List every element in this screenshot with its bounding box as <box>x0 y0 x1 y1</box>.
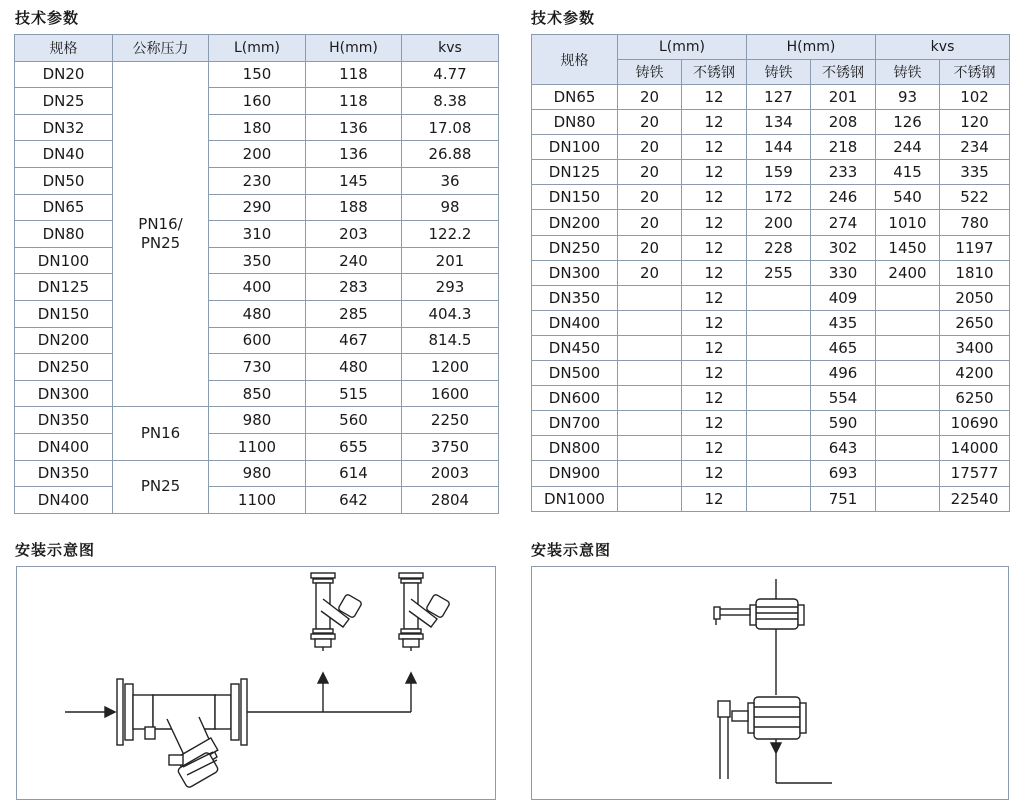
cell-kvs: 201 <box>402 247 499 274</box>
cell-L-stainless: 12 <box>682 285 747 310</box>
cell-kvs-cast-iron: 2400 <box>876 260 940 285</box>
subheader-stainless: 不锈钢 <box>682 60 747 85</box>
cell-H: 560 <box>306 407 402 434</box>
table-row <box>532 135 1010 160</box>
left-spec-table <box>14 34 499 514</box>
cell-L: 980 <box>209 407 306 434</box>
vertical-valve-2 <box>399 573 450 651</box>
cell-H: 642 <box>306 487 402 514</box>
flange-left-outer <box>117 679 123 745</box>
cell-L-cast-iron <box>618 386 682 411</box>
cell-kvs-cast-iron <box>876 310 940 335</box>
cell-kvs-stainless: 1197 <box>940 235 1010 260</box>
cell-kvs-cast-iron <box>876 436 940 461</box>
cell-spec: DN80 <box>15 221 113 248</box>
cell-H-cast-iron: 134 <box>747 110 811 135</box>
cell-L-stainless: 12 <box>682 260 747 285</box>
cell-H-cast-iron: 255 <box>747 260 811 285</box>
right-table-title: 技术参数 <box>531 9 596 27</box>
cell-L-stainless: 12 <box>682 210 747 235</box>
table-row <box>15 274 499 301</box>
vertical-install-drawing <box>532 567 1008 799</box>
cell-L: 310 <box>209 221 306 248</box>
cell-kvs-cast-iron <box>876 486 940 511</box>
table-row <box>15 327 499 354</box>
table-row <box>15 380 499 407</box>
cell-L: 980 <box>209 460 306 487</box>
cell-L-stainless: 12 <box>682 135 747 160</box>
cell-H-cast-iron <box>747 411 811 436</box>
right-install-title: 安装示意图 <box>531 541 612 559</box>
cell-spec: DN200 <box>15 327 113 354</box>
cell-H: 240 <box>306 247 402 274</box>
cell-L: 1100 <box>209 487 306 514</box>
cell-L-stainless: 12 <box>682 160 747 185</box>
table-row <box>532 110 1010 135</box>
table-row <box>532 260 1010 285</box>
cell-kvs-cast-iron <box>876 361 940 386</box>
cell-H: 515 <box>306 380 402 407</box>
cell-L-stainless: 12 <box>682 335 747 360</box>
cell-spec: DN800 <box>532 436 618 461</box>
handwheel-icon <box>718 701 730 717</box>
cell-H-stainless: 233 <box>811 160 876 185</box>
subheader-cast-iron: 铸铁 <box>618 60 682 85</box>
cell-L: 290 <box>209 194 306 221</box>
cell-L-stainless: 12 <box>682 85 747 110</box>
cell-spec: DN200 <box>532 210 618 235</box>
cell-spec: DN400 <box>532 310 618 335</box>
cell-H: 655 <box>306 433 402 460</box>
riser-arrow-icon <box>406 673 416 683</box>
cell-L-stainless: 12 <box>682 235 747 260</box>
cell-kvs: 98 <box>402 194 499 221</box>
cell-kvs-cast-iron: 93 <box>876 85 940 110</box>
cell-L-stainless: 12 <box>682 411 747 436</box>
cell-H-cast-iron <box>747 461 811 486</box>
cell-spec: DN125 <box>532 160 618 185</box>
cell-H-stainless: 208 <box>811 110 876 135</box>
left-install-diagram <box>16 566 496 800</box>
cell-spec: DN350 <box>15 460 113 487</box>
cell-H-stainless: 435 <box>811 310 876 335</box>
valve-stem <box>718 609 750 615</box>
cell-L: 200 <box>209 141 306 168</box>
table-row <box>15 167 499 194</box>
cell-H-stainless: 274 <box>811 210 876 235</box>
cell-H: 467 <box>306 327 402 354</box>
cell-spec: DN32 <box>15 114 113 141</box>
table-header-row <box>15 35 499 62</box>
cell-L-stainless: 12 <box>682 110 747 135</box>
cell-L-cast-iron <box>618 461 682 486</box>
cell-L-cast-iron: 20 <box>618 210 682 235</box>
flange-right-outer <box>241 679 247 745</box>
subheader-cast-iron: 铸铁 <box>747 60 811 85</box>
cell-kvs: 1600 <box>402 380 499 407</box>
cell-spec: DN300 <box>15 380 113 407</box>
cell-spec: DN350 <box>15 407 113 434</box>
table-row <box>15 114 499 141</box>
subheader-cast-iron: 铸铁 <box>876 60 940 85</box>
cell-H: 145 <box>306 167 402 194</box>
table-row <box>532 335 1010 360</box>
cell-H-cast-iron <box>747 361 811 386</box>
cell-L-stainless: 12 <box>682 310 747 335</box>
cell-kvs: 2250 <box>402 407 499 434</box>
table-row <box>532 386 1010 411</box>
cell-kvs: 3750 <box>402 433 499 460</box>
cell-pressure: PN16 <box>113 407 209 460</box>
cell-spec: DN20 <box>15 61 113 88</box>
cell-kvs: 17.08 <box>402 114 499 141</box>
cell-H-cast-iron: 228 <box>747 235 811 260</box>
cell-L-cast-iron: 20 <box>618 160 682 185</box>
table-row <box>532 285 1010 310</box>
header-spec: 规格 <box>15 35 113 62</box>
cell-H-stainless: 590 <box>811 411 876 436</box>
cell-H-stainless: 496 <box>811 361 876 386</box>
cell-kvs-cast-iron: 415 <box>876 160 940 185</box>
cell-L-cast-iron: 20 <box>618 260 682 285</box>
cell-L: 730 <box>209 354 306 381</box>
cell-H-cast-iron: 144 <box>747 135 811 160</box>
subheader-stainless: 不锈钢 <box>940 60 1010 85</box>
cell-spec: DN350 <box>532 285 618 310</box>
table-row <box>532 461 1010 486</box>
header-spec: 规格 <box>532 35 618 85</box>
cell-L-cast-iron <box>618 285 682 310</box>
cell-H-stainless: 465 <box>811 335 876 360</box>
cell-H-stainless: 554 <box>811 386 876 411</box>
cell-L: 150 <box>209 61 306 88</box>
cell-H: 136 <box>306 141 402 168</box>
cell-kvs-stainless: 522 <box>940 185 1010 210</box>
vertical-valve-1 <box>311 573 362 651</box>
cell-kvs-stainless: 335 <box>940 160 1010 185</box>
cell-L: 1100 <box>209 433 306 460</box>
cell-H-stainless: 201 <box>811 85 876 110</box>
table-row <box>532 185 1010 210</box>
cell-L-stainless: 12 <box>682 361 747 386</box>
cell-spec: DN40 <box>15 141 113 168</box>
cell-L-stainless: 12 <box>682 461 747 486</box>
cell-H: 118 <box>306 88 402 115</box>
cell-H-cast-iron: 172 <box>747 185 811 210</box>
cell-L-cast-iron <box>618 335 682 360</box>
cell-pressure: PN16/ PN25 <box>113 61 209 407</box>
cell-H-cast-iron: 159 <box>747 160 811 185</box>
cell-L-cast-iron <box>618 486 682 511</box>
cell-kvs-stainless: 234 <box>940 135 1010 160</box>
cell-L: 400 <box>209 274 306 301</box>
cell-H-cast-iron <box>747 335 811 360</box>
cell-L: 850 <box>209 380 306 407</box>
cell-spec: DN150 <box>15 300 113 327</box>
cell-L-cast-iron <box>618 310 682 335</box>
cell-kvs-stainless: 10690 <box>940 411 1010 436</box>
cell-spec: DN250 <box>15 354 113 381</box>
cell-kvs: 814.5 <box>402 327 499 354</box>
table-row <box>532 310 1010 335</box>
cell-kvs-stainless: 17577 <box>940 461 1010 486</box>
cell-spec: DN450 <box>532 335 618 360</box>
cell-kvs-stainless: 2650 <box>940 310 1010 335</box>
cell-H-stainless: 693 <box>811 461 876 486</box>
cell-L-cast-iron <box>618 436 682 461</box>
cell-H: 203 <box>306 221 402 248</box>
left-install-title: 安装示意图 <box>15 541 96 559</box>
cell-kvs: 36 <box>402 167 499 194</box>
cell-kvs: 26.88 <box>402 141 499 168</box>
cell-H: 285 <box>306 300 402 327</box>
cell-H-cast-iron: 127 <box>747 85 811 110</box>
table-row <box>15 221 499 248</box>
cell-kvs-cast-iron <box>876 285 940 310</box>
table-header-row <box>532 35 1010 60</box>
cell-H-stainless: 246 <box>811 185 876 210</box>
right-spec-table <box>531 34 1010 512</box>
cell-kvs-cast-iron: 244 <box>876 135 940 160</box>
flange-left-inner <box>125 684 133 740</box>
cell-H-stainless: 330 <box>811 260 876 285</box>
cell-L: 600 <box>209 327 306 354</box>
cell-kvs: 8.38 <box>402 88 499 115</box>
cell-kvs: 293 <box>402 274 499 301</box>
cell-H: 118 <box>306 61 402 88</box>
table-row <box>15 141 499 168</box>
cell-H-stainless: 751 <box>811 486 876 511</box>
table-row <box>532 210 1010 235</box>
cell-kvs: 1200 <box>402 354 499 381</box>
cell-L-stainless: 12 <box>682 436 747 461</box>
flange-right-inner <box>231 684 239 740</box>
cell-L: 160 <box>209 88 306 115</box>
cell-spec: DN300 <box>532 260 618 285</box>
cell-L-cast-iron <box>618 361 682 386</box>
top-valve <box>714 599 804 629</box>
cell-spec: DN700 <box>532 411 618 436</box>
cell-L-stainless: 12 <box>682 386 747 411</box>
cell-H-cast-iron <box>747 486 811 511</box>
cell-spec: DN65 <box>15 194 113 221</box>
riser-arrow-icon <box>318 673 328 683</box>
bottom-valve <box>718 697 806 779</box>
flow-arrow-icon <box>771 743 781 753</box>
header-kvs: kvs <box>876 35 1010 60</box>
table-row <box>15 194 499 221</box>
cell-kvs: 122.2 <box>402 221 499 248</box>
cell-kvs-cast-iron <box>876 386 940 411</box>
cell-spec: DN100 <box>15 247 113 274</box>
cell-L-cast-iron: 20 <box>618 185 682 210</box>
cell-kvs-stainless: 102 <box>940 85 1010 110</box>
cell-spec: DN400 <box>15 487 113 514</box>
header-L: L(mm) <box>209 35 306 62</box>
cell-kvs-cast-iron: 1450 <box>876 235 940 260</box>
cell-L: 180 <box>209 114 306 141</box>
cell-spec: DN50 <box>15 167 113 194</box>
cell-H-cast-iron <box>747 436 811 461</box>
cell-L-cast-iron: 20 <box>618 85 682 110</box>
left-table-title: 技术参数 <box>15 9 80 27</box>
cell-kvs-stainless: 3400 <box>940 335 1010 360</box>
cell-pressure: PN25 <box>113 460 209 513</box>
cell-H: 480 <box>306 354 402 381</box>
table-row <box>15 354 499 381</box>
cell-spec: DN500 <box>532 361 618 386</box>
cell-kvs-cast-iron <box>876 335 940 360</box>
table-row <box>532 361 1010 386</box>
subheader-stainless: 不锈钢 <box>811 60 876 85</box>
cell-H-cast-iron <box>747 310 811 335</box>
cell-spec: DN400 <box>15 433 113 460</box>
cell-kvs-stainless: 6250 <box>940 386 1010 411</box>
cell-spec: DN25 <box>15 88 113 115</box>
cell-L-stainless: 12 <box>682 185 747 210</box>
cell-kvs-stainless: 14000 <box>940 436 1010 461</box>
cell-spec: DN1000 <box>532 486 618 511</box>
table-row <box>15 300 499 327</box>
cell-spec: DN80 <box>532 110 618 135</box>
cell-kvs-stainless: 120 <box>940 110 1010 135</box>
table-row <box>532 436 1010 461</box>
cell-kvs-stainless: 22540 <box>940 486 1010 511</box>
cell-H-stainless: 409 <box>811 285 876 310</box>
cell-kvs: 2804 <box>402 487 499 514</box>
cell-H-stainless: 218 <box>811 135 876 160</box>
cell-spec: DN600 <box>532 386 618 411</box>
header-L: L(mm) <box>618 35 747 60</box>
table-row <box>15 433 499 460</box>
cell-spec: DN100 <box>532 135 618 160</box>
cell-H: 283 <box>306 274 402 301</box>
right-install-diagram <box>531 566 1009 800</box>
cell-kvs-stainless: 4200 <box>940 361 1010 386</box>
cell-H: 614 <box>306 460 402 487</box>
table-row <box>15 88 499 115</box>
cell-L-cast-iron <box>618 411 682 436</box>
cell-spec: DN65 <box>532 85 618 110</box>
cell-kvs: 404.3 <box>402 300 499 327</box>
table-row <box>532 160 1010 185</box>
cell-spec: DN250 <box>532 235 618 260</box>
header-pressure: 公称压力 <box>113 35 209 62</box>
table-row <box>15 487 499 514</box>
cell-spec: DN900 <box>532 461 618 486</box>
cell-kvs-stainless: 1810 <box>940 260 1010 285</box>
cell-kvs-cast-iron <box>876 411 940 436</box>
cell-kvs-cast-iron: 540 <box>876 185 940 210</box>
cell-H: 136 <box>306 114 402 141</box>
cell-kvs-cast-iron: 126 <box>876 110 940 135</box>
cell-H: 188 <box>306 194 402 221</box>
cell-L: 480 <box>209 300 306 327</box>
cell-H-cast-iron <box>747 285 811 310</box>
cell-kvs-cast-iron: 1010 <box>876 210 940 235</box>
table-row <box>532 411 1010 436</box>
cell-H-stainless: 302 <box>811 235 876 260</box>
cell-L-cast-iron: 20 <box>618 110 682 135</box>
cell-H-cast-iron <box>747 386 811 411</box>
table-row <box>15 407 499 434</box>
cell-H-cast-iron: 200 <box>747 210 811 235</box>
cell-kvs-cast-iron <box>876 461 940 486</box>
cell-kvs-stainless: 2050 <box>940 285 1010 310</box>
cell-L: 350 <box>209 247 306 274</box>
cell-L-cast-iron: 20 <box>618 135 682 160</box>
table-row <box>15 247 499 274</box>
cell-kvs: 4.77 <box>402 61 499 88</box>
cell-spec: DN150 <box>532 185 618 210</box>
header-kvs: kvs <box>402 35 499 62</box>
table-row <box>532 85 1010 110</box>
table-row <box>532 486 1010 511</box>
table-row <box>532 235 1010 260</box>
cell-kvs-stainless: 780 <box>940 210 1010 235</box>
header-H: H(mm) <box>306 35 402 62</box>
flow-arrow-icon <box>105 707 115 717</box>
cell-L-cast-iron: 20 <box>618 235 682 260</box>
cell-spec: DN125 <box>15 274 113 301</box>
table-row <box>15 61 499 88</box>
horizontal-install-drawing <box>17 567 495 799</box>
cell-kvs: 2003 <box>402 460 499 487</box>
cell-L: 230 <box>209 167 306 194</box>
table-row <box>15 460 499 487</box>
cell-H-stainless: 643 <box>811 436 876 461</box>
cell-L-stainless: 12 <box>682 486 747 511</box>
header-H: H(mm) <box>747 35 876 60</box>
